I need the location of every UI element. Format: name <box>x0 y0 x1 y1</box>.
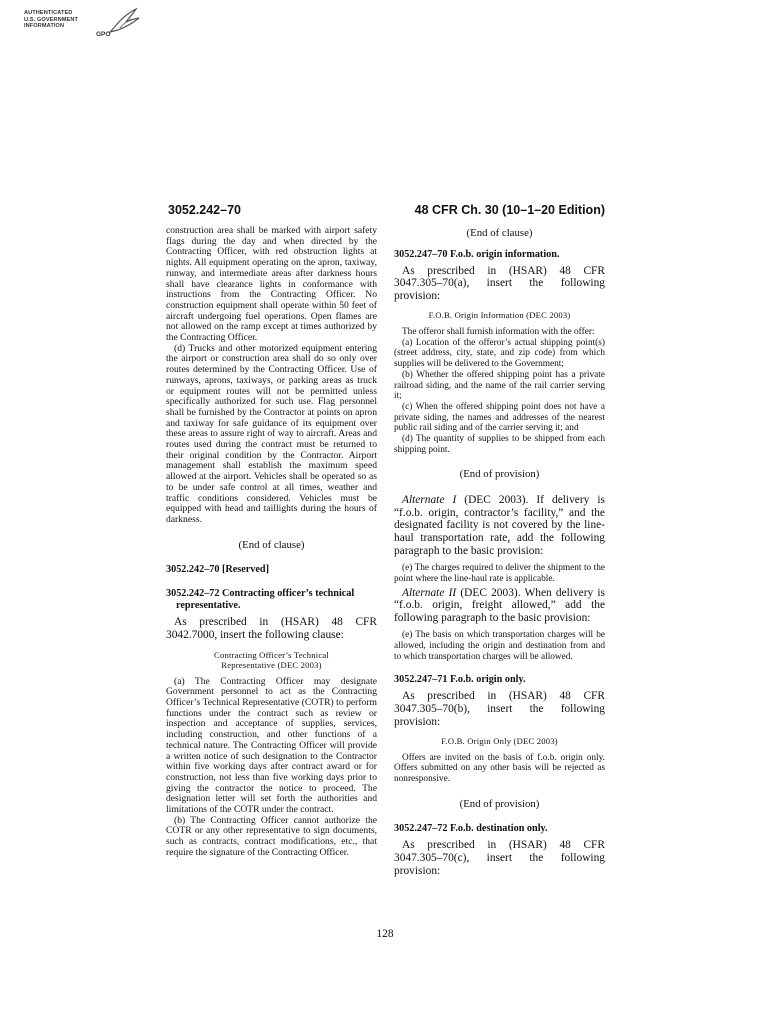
end-of-provision: (End of provision) <box>459 797 540 810</box>
paragraph: (b) Whether the offered shipping point has a private railroad siding, and the name of the rail carrier serving it; <box>394 369 605 402</box>
paragraph: (d) The quantity of supplies to be shipped from each shipping point. <box>394 434 605 455</box>
prescription-text: As prescribed in (HSAR) 48 CFR 3047.305–70(c), insert the following provision: <box>394 839 605 877</box>
paragraph: (b) The Contracting Officer cannot authorize the COTR or any other representative to sign documents, such as contracts, contract modifications, etc., that require the signature of the Contracting Officer. <box>166 814 377 858</box>
running-head-title: 48 CFR Ch. 30 (10–1–20 Edition) <box>414 203 605 217</box>
paragraph: (c) When the offered shipping point does not have a private siding, the names and addresses of the nearest public rail siding and of the carrier serving it; and <box>394 401 605 434</box>
section-heading: 3052.247–70 F.o.b. origin information. <box>394 248 560 260</box>
prescription-text: As prescribed in (HSAR) 48 CFR 3042.7000, insert the following clause: <box>166 616 377 641</box>
paragraph: construction area shall be marked with airport safety flags during the day and when directed by the Contracting Officer, with red obstruction lights at nights. All equipment operating on the apron, taxiway, runway, and intermediate areas after darkness hours shall have clearance lights in conformance with instructions from the Contracting Officer. No construction equipment shall operate within 50 feet of aircraft undergoing fuel operations. Open flames are not allowed on the ramp except at times authorized by the Contracting Officer. <box>166 225 377 344</box>
paragraph: Offers are invited on the basis of f.o.b. origin only. Offers submitted on any other basis will be rejected as nonresponsive. <box>394 752 605 785</box>
paragraph: (d) Trucks and other motorized equipment entering the airport or construction area shall do so only over routes determined by the Contracting Officer. Use of runways, aprons, taxiways, or parking areas as truck or equipment routes will not be permitted unless specifically authorized for such use. Flag personnel shall be furnished by the Contractor at points on apron and taxiway for safe guidance of its equipment over these areas to assure right of way to aircraft. Areas and routes used during the contract must be returned to their original condition by the Contractor. Airport management shall establish the maximum speed allowed at the airport. Vehicles shall be operated so as to be under safe control at all times, weather and traffic conditions considered. Vehicles must be equipped with head and taillights during the hours of darkness. <box>166 342 377 525</box>
provision-title: F.O.B. Origin Only (DEC 2003) <box>441 736 558 747</box>
end-of-clause: (End of clause) <box>238 538 305 551</box>
clause-title-line-1: Contracting Officer’s Technical <box>214 649 329 660</box>
paragraph: The offeror shall furnish information with the offer: <box>402 326 595 337</box>
section-heading: 3052.247–71 F.o.b. origin only. <box>394 674 526 686</box>
provision-title: F.O.B. Origin Information (DEC 2003) <box>428 310 571 321</box>
alternate-label: Alternate I <box>402 494 457 507</box>
clause-title-line-2: Representative (DEC 2003) <box>221 660 322 671</box>
alternate-paragraph <box>394 587 605 625</box>
paragraph: (e) The charges required to deliver the shipment to the point where the line-haul rate is applicable. <box>394 563 605 584</box>
alternate-paragraph <box>394 494 605 557</box>
section-heading: 3052.242–70 [Reserved] <box>166 564 269 576</box>
logo-gpo: GPO <box>96 31 111 38</box>
logo-line-1: AUTHENTICATED <box>24 10 73 16</box>
gpo-authenticated-logo <box>24 4 144 46</box>
section-heading: 3052.247–72 F.o.b. destination only. <box>394 823 548 835</box>
prescription-text: As prescribed in (HSAR) 48 CFR 3047.305–70(a), insert the following provision: <box>394 264 605 302</box>
alternate-label: Alternate II <box>402 586 457 599</box>
end-of-clause: (End of clause) <box>466 227 533 239</box>
logo-line-3: INFORMATION <box>24 23 65 30</box>
running-head-section: 3052.242–70 <box>168 203 241 217</box>
section-heading: 3052.242–72 Contracting officer’s technical representative. <box>166 588 355 612</box>
page-number: 128 <box>376 928 394 940</box>
logo-line-2: U.S. GOVERNMENT <box>24 16 79 23</box>
right-column <box>394 226 605 879</box>
alternate-text: (DEC 2003). When delivery is “f.o.b. origin, freight allowed,” add the following paragraph to the basic provision: <box>394 586 605 624</box>
paragraph: (e) The basis on which transportation charges will be allowed, including the origin and destination from and to which transportation charges will be allowed. <box>394 630 605 662</box>
paragraph: (a) The Contracting Officer may designate Government personnel to act as the Contracting Officer’s Technical Representative (COTR) to perform functions under the contract such as review or inspection and acceptance of supplies, services, including construction, and other functions of a technical nature. The Contracting Officer will provide a written notice of such designation to the Contractor within five working days after contract award or for construction, not less than five working days prior to giving the contractor the notice to proceed. The designation letter will set forth the authorities and limitations of the COTR under the contract. <box>166 675 377 816</box>
eagle-icon <box>106 6 142 38</box>
paragraph: (a) Location of the offeror’s actual shipping point(s) (street address, city, state, and zip code) from which supplies will be delivered to the Government; <box>394 337 605 370</box>
clause-title <box>166 650 377 671</box>
left-column <box>166 226 377 859</box>
prescription-text: As prescribed in (HSAR) 48 CFR 3047.305–70(b), insert the following provision: <box>394 690 605 728</box>
end-of-provision: (End of provision) <box>459 468 540 481</box>
alternate-text: (DEC 2003). If delivery is “f.o.b. origin, contractor’s facility,” and the designated facility is not covered by the line-haul transportation rate, add the following paragraph to the basic provision: <box>394 494 605 557</box>
